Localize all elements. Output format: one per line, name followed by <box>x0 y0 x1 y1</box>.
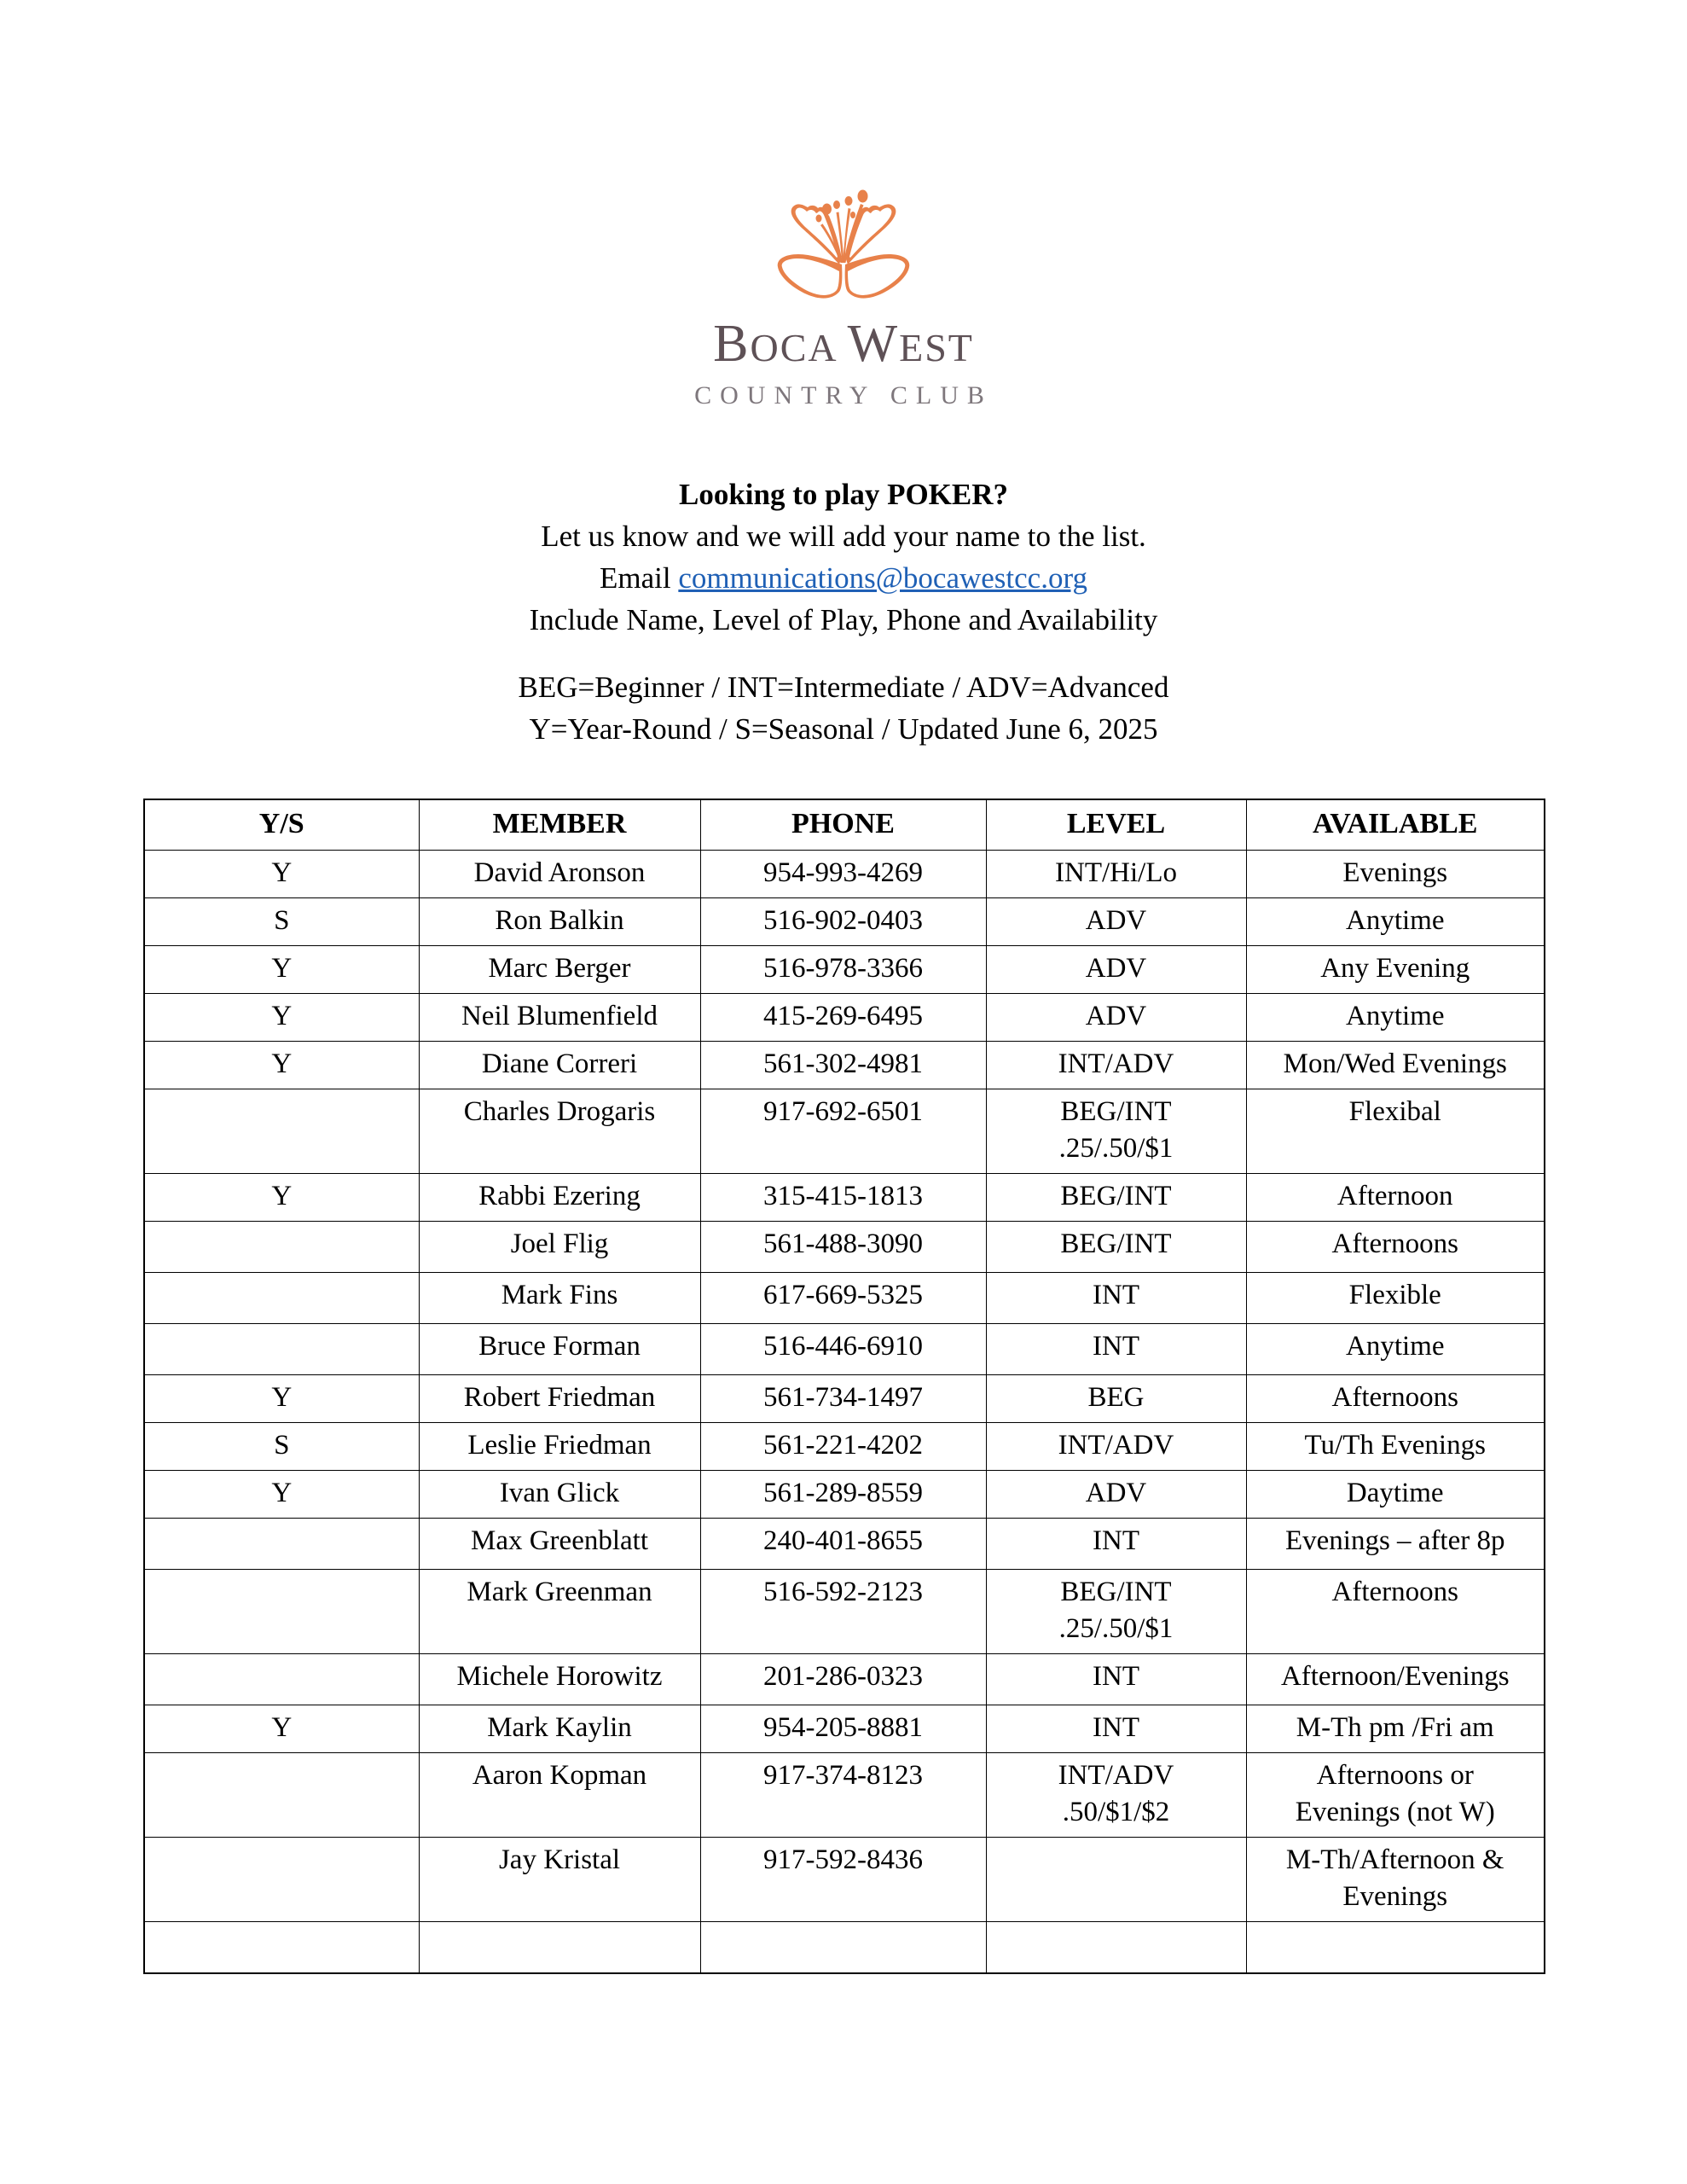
email-link[interactable]: communications@bocawestcc.org <box>678 561 1087 595</box>
cell-member: Mark Fins <box>419 1273 700 1324</box>
cell-level: INT/ADV .50/$1/$2 <box>986 1753 1246 1838</box>
roster-table-body <box>144 851 1545 1973</box>
club-logo <box>545 0 1142 410</box>
cell-member: Ivan Glick <box>419 1471 700 1519</box>
cell-ys <box>144 1753 419 1838</box>
cell-phone: 516-978-3366 <box>700 946 986 994</box>
cell-available: Afternoons <box>1246 1375 1545 1423</box>
cell-level: ADV <box>986 946 1246 994</box>
cell-member: Bruce Forman <box>419 1324 700 1375</box>
cell-available: Flexible <box>1246 1273 1545 1324</box>
logo-wordmark <box>545 317 1142 371</box>
cell-available: Mon/Wed Evenings <box>1246 1042 1545 1089</box>
table-row <box>144 1570 1545 1654</box>
cell-available: M-Th pm /Fri am <box>1246 1705 1545 1753</box>
table-row <box>144 1519 1545 1570</box>
cell-available-secondary: Evenings <box>1342 1881 1448 1913</box>
cell-level: INT <box>986 1519 1246 1570</box>
cell-available: Afternoon <box>1246 1174 1545 1222</box>
cell-level: BEG/INT <box>986 1174 1246 1222</box>
cell-phone: 954-993-4269 <box>700 851 986 898</box>
cell-member <box>419 1922 700 1973</box>
cell-member: David Aronson <box>419 851 700 898</box>
cell-member: Robert Friedman <box>419 1375 700 1423</box>
cell-level: ADV <box>986 994 1246 1042</box>
table-header-row <box>144 799 1545 851</box>
table-row <box>144 1654 1545 1705</box>
cell-member: Joel Flig <box>419 1222 700 1273</box>
cell-level <box>986 1838 1246 1922</box>
table-row <box>144 1273 1545 1324</box>
cell-ys <box>144 1922 419 1973</box>
cell-ys: Y <box>144 1174 419 1222</box>
cell-ys: Y <box>144 1042 419 1089</box>
cell-ys <box>144 1838 419 1922</box>
cell-member: Jay Kristal <box>419 1838 700 1922</box>
logo-wordmark-oca: OCA <box>750 326 848 369</box>
table-row <box>144 1375 1545 1423</box>
cell-level-secondary: .50/$1/$2 <box>1062 1797 1170 1828</box>
intro-line-include: Include Name, Level of Play, Phone and Availability <box>529 603 1158 637</box>
table-row <box>144 1753 1545 1838</box>
cell-member: Mark Kaylin <box>419 1705 700 1753</box>
cell-available: Afternoons or Evenings (not W) <box>1246 1753 1545 1838</box>
cell-phone: 561-302-4981 <box>700 1042 986 1089</box>
cell-level: INT/ADV <box>986 1423 1246 1471</box>
table-row <box>144 1222 1545 1273</box>
cell-ys: Y <box>144 851 419 898</box>
cell-ys: S <box>144 1423 419 1471</box>
cell-available: M-Th/Afternoon & Evenings <box>1246 1838 1545 1922</box>
cell-level <box>986 1922 1246 1973</box>
cell-available: Afternoons <box>1246 1222 1545 1273</box>
table-row <box>144 1838 1545 1922</box>
logo-subtitle: COUNTRY CLUB <box>694 381 993 410</box>
cell-member: Marc Berger <box>419 946 700 994</box>
cell-level: BEG/INT <box>986 1222 1246 1273</box>
logo-wordmark-w: W <box>847 315 900 373</box>
cell-level: INT/ADV <box>986 1042 1246 1089</box>
table-row-empty <box>144 1922 1545 1973</box>
cell-phone: 516-902-0403 <box>700 898 986 946</box>
cell-member: Ron Balkin <box>419 898 700 946</box>
cell-level: BEG <box>986 1375 1246 1423</box>
cell-available: Tu/Th Evenings <box>1246 1423 1545 1471</box>
cell-phone: 917-692-6501 <box>700 1089 986 1174</box>
cell-ys: S <box>144 898 419 946</box>
intro-line-email <box>161 557 1526 599</box>
intro-block <box>161 410 1526 750</box>
legend-season-updated: Y=Year-Round / S=Seasonal / Updated June 6, 2025 <box>529 712 1158 746</box>
cell-phone: 617-669-5325 <box>700 1273 986 1324</box>
cell-member: Mark Greenman <box>419 1570 700 1654</box>
cell-ys <box>144 1273 419 1324</box>
table-row <box>144 1042 1545 1089</box>
logo-wordmark-est: EST <box>899 326 974 369</box>
cell-available: Anytime <box>1246 898 1545 946</box>
cell-phone: 516-446-6910 <box>700 1324 986 1375</box>
table-row <box>144 1174 1545 1222</box>
cell-level: INT <box>986 1273 1246 1324</box>
cell-phone: 917-592-8436 <box>700 1838 986 1922</box>
cell-level: INT <box>986 1654 1246 1705</box>
cell-ys: Y <box>144 1471 419 1519</box>
cell-ys: Y <box>144 1705 419 1753</box>
cell-member: Diane Correri <box>419 1042 700 1089</box>
cell-available: Flexibal <box>1246 1089 1545 1174</box>
cell-level: ADV <box>986 1471 1246 1519</box>
cell-phone: 917-374-8123 <box>700 1753 986 1838</box>
cell-available: Afternoon/Evenings <box>1246 1654 1545 1705</box>
table-row <box>144 851 1545 898</box>
cell-ys <box>144 1570 419 1654</box>
cell-ys <box>144 1222 419 1273</box>
column-header-available: AVAILABLE <box>1246 799 1545 851</box>
cell-ys <box>144 1654 419 1705</box>
column-header-ys: Y/S <box>144 799 419 851</box>
table-row <box>144 898 1545 946</box>
column-header-member: MEMBER <box>419 799 700 851</box>
intro-line-invite: Let us know and we will add your name to the list. <box>541 520 1146 554</box>
roster-table-wrap <box>143 750 1544 1974</box>
cell-member: Neil Blumenfield <box>419 994 700 1042</box>
email-prefix-label: Email <box>600 561 679 595</box>
cell-phone: 561-734-1497 <box>700 1375 986 1423</box>
cell-phone <box>700 1922 986 1973</box>
poker-roster-table <box>143 799 1545 1974</box>
cell-ys <box>144 1519 419 1570</box>
cell-available: Anytime <box>1246 994 1545 1042</box>
table-row <box>144 1324 1545 1375</box>
cell-phone: 415-269-6495 <box>700 994 986 1042</box>
logo-wordmark-b: B <box>713 315 751 373</box>
page-title: Looking to play POKER? <box>678 478 1009 512</box>
cell-phone: 240-401-8655 <box>700 1519 986 1570</box>
cell-member: Michele Horowitz <box>419 1654 700 1705</box>
cell-level: INT <box>986 1705 1246 1753</box>
cell-member: Aaron Kopman <box>419 1753 700 1838</box>
hibiscus-flower-icon <box>762 186 925 305</box>
cell-available: Evenings <box>1246 851 1545 898</box>
cell-level: BEG/INT .25/.50/$1 <box>986 1570 1246 1654</box>
cell-phone: 516-592-2123 <box>700 1570 986 1654</box>
intro-spacer <box>161 641 1526 666</box>
cell-phone: 561-289-8559 <box>700 1471 986 1519</box>
cell-available: Afternoons <box>1246 1570 1545 1654</box>
cell-phone: 315-415-1813 <box>700 1174 986 1222</box>
cell-level: INT/Hi/Lo <box>986 851 1246 898</box>
cell-phone: 561-221-4202 <box>700 1423 986 1471</box>
cell-member: Max Greenblatt <box>419 1519 700 1570</box>
cell-available: Anytime <box>1246 1324 1545 1375</box>
cell-level-secondary: .25/.50/$1 <box>1058 1133 1174 1165</box>
cell-member: Charles Drogaris <box>419 1089 700 1174</box>
cell-ys: Y <box>144 994 419 1042</box>
table-row <box>144 1423 1545 1471</box>
cell-ys <box>144 1324 419 1375</box>
cell-member: Rabbi Ezering <box>419 1174 700 1222</box>
cell-member: Leslie Friedman <box>419 1423 700 1471</box>
cell-available-secondary: Evenings (not W) <box>1295 1797 1495 1828</box>
cell-phone: 954-205-8881 <box>700 1705 986 1753</box>
cell-ys: Y <box>144 946 419 994</box>
table-row <box>144 1705 1545 1753</box>
table-row <box>144 1471 1545 1519</box>
column-header-phone: PHONE <box>700 799 986 851</box>
table-row <box>144 1089 1545 1174</box>
column-header-level: LEVEL <box>986 799 1246 851</box>
cell-ys: Y <box>144 1375 419 1423</box>
cell-available: Daytime <box>1246 1471 1545 1519</box>
cell-phone: 201-286-0323 <box>700 1654 986 1705</box>
legend-levels: BEG=Beginner / INT=Intermediate / ADV=Advanced <box>518 671 1169 705</box>
cell-available: Evenings – after 8p <box>1246 1519 1545 1570</box>
table-row <box>144 946 1545 994</box>
cell-level-secondary: .25/.50/$1 <box>1058 1613 1174 1645</box>
table-row <box>144 994 1545 1042</box>
cell-ys <box>144 1089 419 1174</box>
cell-available: Any Evening <box>1246 946 1545 994</box>
cell-level: ADV <box>986 898 1246 946</box>
cell-phone: 561-488-3090 <box>700 1222 986 1273</box>
cell-level: INT <box>986 1324 1246 1375</box>
cell-available <box>1246 1922 1545 1973</box>
cell-level: BEG/INT .25/.50/$1 <box>986 1089 1246 1174</box>
